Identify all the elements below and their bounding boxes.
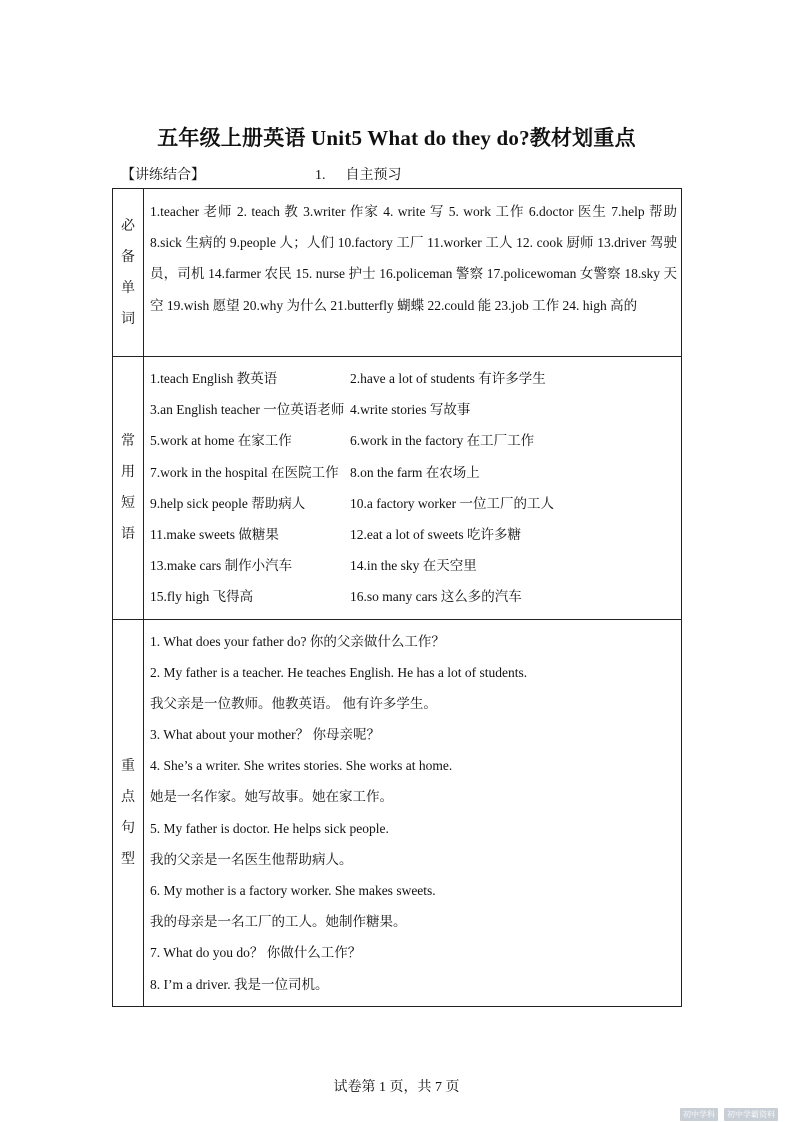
sentence-line: 2. My father is a teacher. He teaches English. He has a lot of students. (150, 664, 528, 680)
phrase-item: 5.work at home 在家工作 (150, 433, 292, 449)
sentence-line: 1. What does your father do? 你的父亲做什么工作？ (150, 633, 445, 649)
phrase-item: 11.make sweets 做糖果 (150, 526, 279, 542)
category-char: 单 (121, 280, 135, 296)
phrase-item: 12.eat a lot of sweets 吃许多糖 (350, 526, 521, 542)
category-char: 语 (121, 526, 135, 542)
table-row-phrases (113, 357, 682, 620)
phrase-item: 14.in the sky 在天空里 (350, 558, 477, 574)
phrase-line (150, 457, 677, 488)
phrase-line (150, 519, 677, 550)
category-char: 型 (121, 851, 135, 867)
sentence-line: 6. My mother is a factory worker. She makes sweets. (150, 883, 436, 898)
sentence-line: 3. What about your mother？ 你母亲呢？ (150, 727, 380, 743)
phrases-content (144, 357, 682, 620)
phrase-line (150, 425, 677, 456)
phrase-line (150, 550, 677, 581)
sentence-line: 8. I’m a driver. 我是一位司机。 (150, 976, 329, 992)
table-row-sentences (113, 619, 682, 1006)
phrase-item: 9.help sick people 帮助病人 (150, 495, 306, 511)
table-row-vocab (113, 189, 682, 357)
category-char: 点 (121, 789, 135, 805)
watermark-label: 初中学科 (680, 1108, 718, 1121)
category-char: 常 (121, 433, 135, 449)
sentence-line: 4. She’s a writer. She writes stories. She works at home. (150, 758, 453, 774)
sentence-line: 我的父亲是一名医生他帮助病人。 (150, 851, 353, 867)
category-cell-sentences (113, 619, 144, 1006)
phrase-item: 13.make cars 制作小汽车 (150, 558, 293, 574)
watermark-label: 初中学霸资料 (724, 1108, 778, 1121)
phrase-line (150, 488, 677, 519)
section-text: 自主预习 (345, 168, 402, 183)
category-char: 词 (121, 311, 135, 327)
sentences-content (144, 619, 682, 1006)
phrase-item: 15.fly high 飞得高 (150, 589, 254, 605)
category-cell-phrases (113, 357, 144, 620)
sentence-line: 我的母亲是一名工厂的工人。她制作糖果。 (150, 914, 407, 930)
category-char: 短 (121, 495, 135, 511)
category-cell-vocab (113, 189, 144, 357)
phrase-item: 2.have a lot of students 有许多学生 (350, 371, 546, 386)
category-char: 用 (121, 464, 135, 480)
sentence-line: 7. What do you do？ 你做什么工作？ (150, 945, 362, 961)
phrase-item: 16.so many cars 这么多的汽车 (350, 589, 522, 605)
phrase-line (150, 363, 677, 394)
vocab-content (144, 189, 682, 357)
study-table (112, 188, 682, 1007)
page-footer: 试卷第 1 页，共 7 页 (333, 1080, 460, 1095)
phrase-item: 7.work in the hospital 在医院工作 (150, 464, 339, 480)
phrase-item: 6.work in the factory 在工厂工作 (350, 433, 535, 449)
section-label: 【讲练结合】 (121, 168, 205, 183)
sentence-line: 她是一名作家。她写故事。她在家工作。 (150, 789, 393, 805)
phrase-item: 10.a factory worker 一位工厂的工人 (350, 495, 554, 511)
phrase-line (150, 581, 677, 612)
phrase-item: 8.on the farm 在农场上 (350, 464, 480, 480)
vocab-list: 1.teacher 老师 2. teach 教 3.writer 作家 4. write 写 5. work 工作 6.doctor 医生 7.help 帮助 8.sick 生病的 9.people 人；人们 10.factory 工厂 11.worker 工人 12. cook 厨师 13.driver 驾驶员，司机 14.farmer 农民 15. nurse 护士 16.policeman 警察 17.policewoman 女警察 18.sky 天空 19.wish 愿望 20.why 为什么 21.butterfly 蝴蝶 22.could 能 23.job 工作 24. high 高的 (150, 204, 677, 313)
page-title: 五年级上册英语 Unit5 What do they do?教材划重点 (157, 126, 636, 150)
sentence-line: 我父亲是一位教师。他教英语。 他有许多学生。 (150, 695, 437, 711)
section-subheading (121, 164, 402, 184)
section-number: 1. (315, 168, 326, 183)
phrase-item: 4.write stories 写故事 (350, 402, 471, 418)
phrase-item: 3.an English teacher 一位英语老师 (150, 402, 345, 418)
category-char: 备 (121, 249, 135, 265)
category-char: 句 (121, 820, 135, 836)
sentence-line: 5. My father is doctor. He helps sick people. (150, 820, 389, 836)
category-char: 必 (121, 218, 135, 234)
watermark (680, 1108, 784, 1121)
phrase-line (150, 394, 677, 425)
phrase-item: 1.teach English 教英语 (150, 371, 278, 386)
category-char: 重 (121, 758, 135, 774)
